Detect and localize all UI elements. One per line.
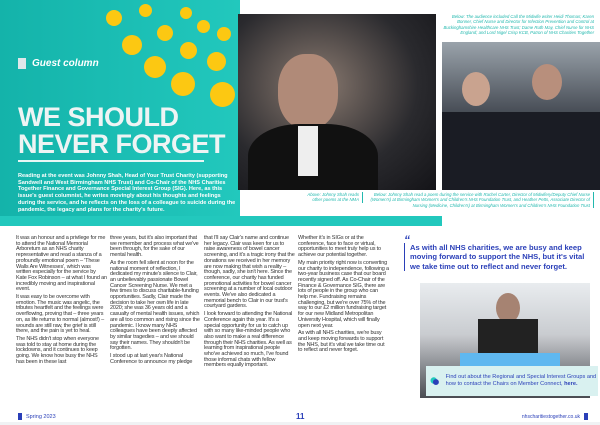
section-kicker: Guest column xyxy=(18,58,99,69)
caption-above: Above: Johnny Shah reads other poems at the NMA xyxy=(305,192,363,203)
photo-johnny-shah xyxy=(238,14,436,190)
intro-paragraph: Reading at the event was Johnny Shah, Head of Your Trust Charity (supporting Sandwell and West Birmingham NHS Trust) and Co-Chair of the NHS Charities Together Finance and Governance Special Interest Group (SIG). Here, as this issue's guest columnist, he writes movingly about his thoughts and feelings during the service, and he reflects on the loss of a colleague to suicide during the pandemic, the legacy and plans for the charity's future. xyxy=(18,173,236,213)
page-number: 11 xyxy=(296,412,305,421)
caption-audience: Below: The audience included Call the Midwife writer Heidi Thomas; Karen Bonner, Chief Nurse and Director for Infection Prevention and Control at Buckinghamshire Healthcare NHS Trust; Dame Ruth May, Chief Nurse for NHS England; and Lord Nigel Crisp KCB, Patron of NHS Charities Together xyxy=(443,14,594,35)
footer-url: nhscharitiestogether.co.uk xyxy=(522,413,588,420)
footer-issue: Spring 2023 xyxy=(18,413,56,420)
caption-below: Below: Johnny Shah read a poem during the service with Rachel Carter, Director of Midwifery/Deputy Chief Nurse (Women's) at Birmingham Women's and Children's NHS Foundation Trust, and Heather Petts, Associate Director of Nursing (Medicine, Children's) at Birmingham Women's and Children's NHS Foundation Trust xyxy=(370,192,594,208)
footer-box xyxy=(584,413,588,420)
page-title: WE SHOULD NEVER FORGET xyxy=(18,102,226,159)
photo-audience xyxy=(442,42,600,190)
footer-box xyxy=(18,413,22,420)
body-column-3: that I'll say Clair's name and continue her legacy. Clair was keen for us to raise awareness of bowel cancer screening, and it's a tragic irony that the donations we received in her memory are now making that wish a reality – though, sadly, she isn't here. Since the conference, our charity has funded promotional activities for bowel cancer screening at a number of local outdoor events. We've also dedicated a memorial bench to Clair in our trust's courtyard gardens. I look forward to attending the National Conference again this year. It's a special opportunity for us to catch up with so many like-minded people who also want to make a real difference through their NHS charities. As well as learning from inspirational people who've achieved so much, I've found those informal chats with fellow members equally important. xyxy=(204,235,295,369)
here-link[interactable]: here. xyxy=(564,381,578,387)
pull-quote: As with all NHS charities, we are busy and keep moving forward to support the NHS, but it's vital we take time out to reflect and never forget. xyxy=(404,243,594,271)
kicker-box xyxy=(18,58,26,69)
body-column-2: three years, but it's also important that we remember and process what we've been through, for the sake of our mental health. As the room fell silent at noon for the national moment of reflection, I dedicated my minute's silence to Clair, an unbelievably passionate Bowel Cancer Screening Nurse. We met a few times to discuss charitable-funding opportunities. Sadly, Clair made the decision to take her own life in late 2020; she was 36 years old and a casualty of mental health issues, which are all too common and rising since the pandemic. I know many NHS colleagues have been deeply affected by similar tragedies – and we should say their names. They shouldn't be forgotten. I stood up at last year's National Conference to announce my pledge xyxy=(110,235,200,365)
intro-strip xyxy=(0,216,442,226)
chat-bubbles-icon xyxy=(430,372,440,390)
member-connect-promo[interactable]: Find out about the Regional and Special Interest Groups and how to contact the Chairs on Member Connect, here. xyxy=(426,366,598,396)
body-column-1: It was an honour and a privilege for me to attend the National Memorial Arboretum as an NHS charity representative and read a stanza of a profoundly emotional poem – 'These Walls Are Witnesses', which was written especially for the service by Kate Fox Robinson – at what I found an incredibly moving and inspirational event. It was easy to be overcome with emotion. The music was angelic, the tributes heartfelt and the feelings were overflowing, proving that – three years on, as life returns to normal (almost!) – wounds are still raw, the grief is still there, and the pain is yet to heal. The NHS didn't stop when everyone was told to stay at home during the lockdowns, and it continues to keep going. We know how busy the NHS has been in these last xyxy=(16,235,107,365)
quote-mark-icon: “ xyxy=(404,233,410,247)
body-column-4: Whether it's in SIGs or at the conference, face to face or virtual, opportunities to meet truly help us to achieve our potential together. My main priority right now is converting our charity to independence, following a two-year business case that our board recently signed off. As Co-Chair of the Finance & Governance SIG, there are lots of people in the group who can help me. Fundraising remains challenging, but we're over 75% of the way to our £2 million fundraising target for our new Midland Metropolitan University Hospital, which will finally open next year. As with all NHS charities, we're busy and keep moving forwards to support the NHS, but it's vital we take time out to reflect and never forget. xyxy=(298,235,389,354)
divider xyxy=(18,160,204,162)
